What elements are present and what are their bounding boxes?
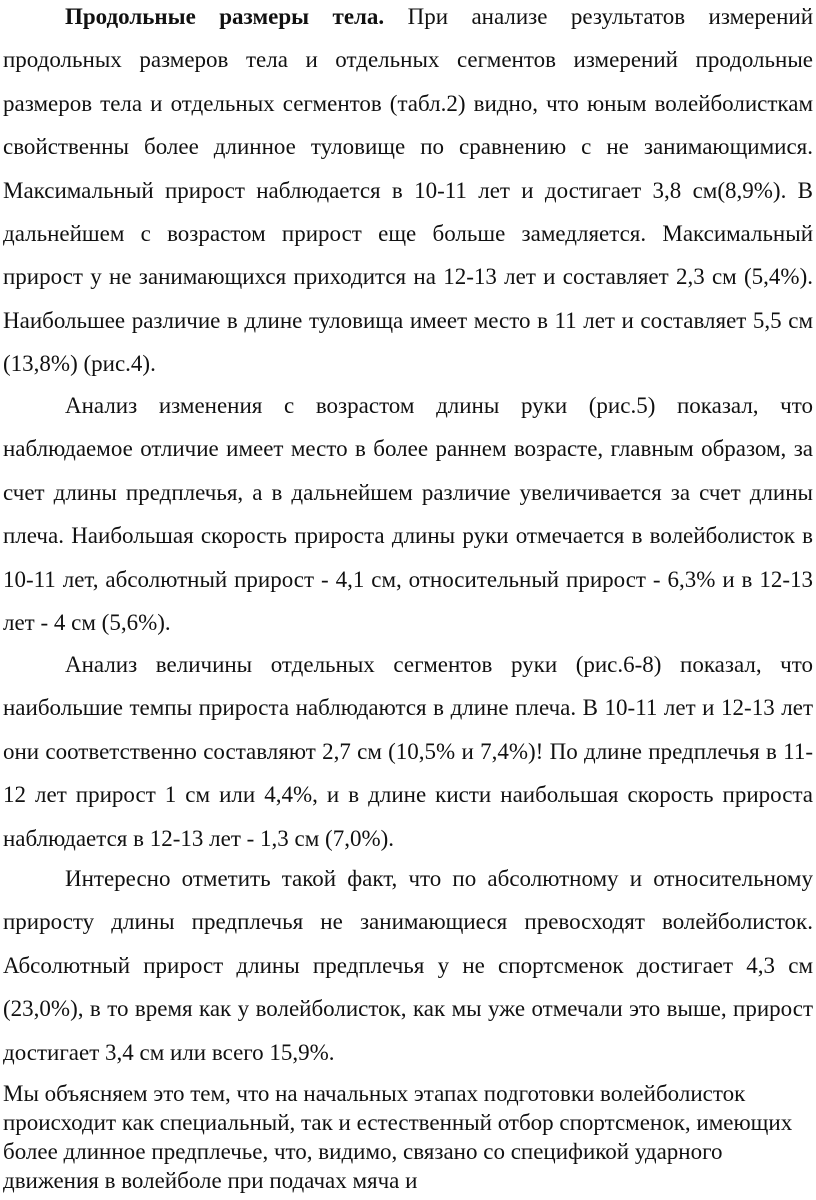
paragraph-forearm-growth [3,857,813,1074]
paragraph-text: Интересно отметить такой факт, что по абсолютному и относительному приросту длины предплечья не занимающиеся превосходят волейболисток. Абсолютный прирост длины предплечья у не спортсменок достигает 4,3 см (23,0%), в то время как у волейболисток, как мы уже отмечали это выше, прирост достигает 3,4 см или всего 15,9%. [3,866,813,1065]
paragraph-explanation: Мы объясняем это тем, что на начальных этапах подготовки волейболисток происходит как специальный, так и естественный отбор спортсменок, имеющих более длинное предплечье, что, видимо, связано со спецификой ударного движения в волейболе при подачах мяча и [3,1081,793,1193]
paragraph-longitudinal-dimensions [3,0,813,386]
paragraph-arm-length [3,384,813,644]
paragraph-text: Анализ изменения с возрастом длины руки (рис.5) показал, что наблюдаемое отличие имеет место в более раннем возрасте, главным образом, за счет длины предплечья, а в дальнейшем различие увеличивается за счет длины плеча. Наибольшая скорость прироста длины руки отмечается в волейболисток в 10-11 лет, абсолютный прирост - 4,1 см, относительный прирост - 6,3% и в 12-13 лет - 4 см (5,6%). [3,393,813,636]
paragraph-text: Анализ величины отдельных сегментов руки (рис.6-8) показал, что наибольшие темпы прироста наблюдаются в длине плеча. В 10-11 лет и 12-13 лет они соответственно составляют 2,7 см (10,5% и 7,4%)! По длине предплечья в 11-12 лет прирост 1 см или 4,4%, и в длине кисти наибольшая скорость прироста наблюдается в 12-13 лет - 1,3 см (7,0%). [3,652,813,851]
paragraph-arm-segments [3,643,813,860]
paragraph-text: При анализе результатов измерений продольных размеров тела и отдельных сегментов измерений продольные размеров тела и отдельных сегментов (табл.2) видно, что юным волейболисткам свойственны более длинное туловище по сравнению с не занимающимися. Максимальный прирост наблюдается в 10-11 лет и достигает 3,8 см(8,9%). В дальнейшем с возрастом прирост еще больше замедляется. Максимальный прирост у не занимающихся приходится на 12-13 лет и составляет 2,3 см (5,4%). Наибольшее различие в длине туловища имеет место в 11 лет и составляет 5,5 см (13,8%) (рис.4). [3,4,814,377]
section-lead-heading: Продольные размеры тела. [65,4,385,29]
